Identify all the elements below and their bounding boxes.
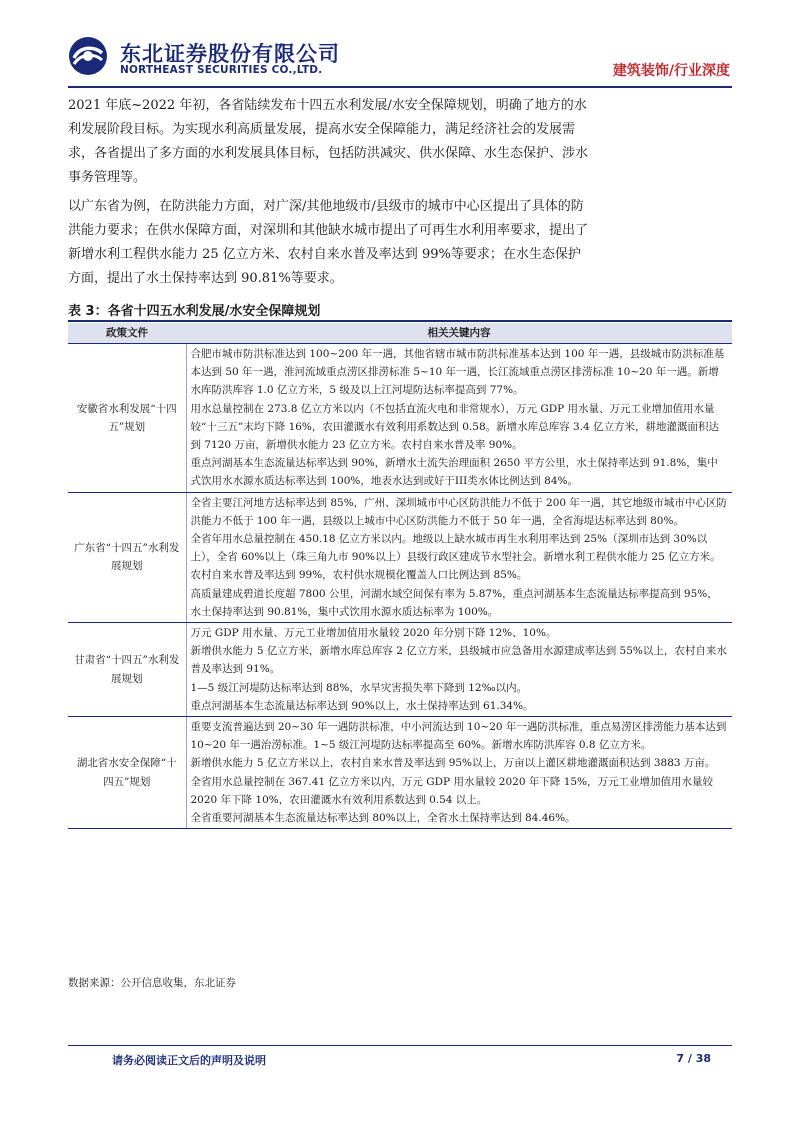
footer-divider bbox=[68, 1045, 732, 1046]
policy-name-gansu: 甘肃省“十四五”水利发展规划 bbox=[68, 623, 186, 717]
header-divider bbox=[68, 86, 732, 88]
table-title: 表 3：各省十四五水利发展/水安全保障规划 bbox=[68, 304, 321, 319]
column-header-policy: 政策文件 bbox=[68, 323, 186, 344]
content-line: 用水总量控制在 273.8 亿立方米以内（不包括直流火电和非常规水），万元 GDP 用水量、万元工业增加值用水量较“十三五”末均下降 16%，农田灌溉水有效利用系数达到 0.58。新增水库总库容 3.4 亿立方米，耕地灌溉面积达到 7120 万亩，新增供水能力 23 亿立方米。农村自来水普及率 90%。 bbox=[190, 402, 719, 452]
policy-content-hubei bbox=[186, 717, 732, 829]
table-row-anhui bbox=[68, 344, 732, 493]
table-title-divider bbox=[68, 320, 732, 322]
content-line: 全省重要河湖基本生态流量达标率达到 80%以上，全省水土保持率达到 84.46%。 bbox=[190, 812, 576, 825]
column-header-content: 相关关键内容 bbox=[186, 323, 732, 344]
company-name-en: NORTHEAST SECURITIES CO.,LTD. bbox=[120, 64, 323, 76]
policy-content-anhui bbox=[186, 344, 732, 493]
content-line: 重要支流普遍达到 20~30 年一遇防洪标准，中小河流达到 10~20 年一遇防洪标准，重点易涝区排涝能力基本达到 10~20 年一遇治涝标准。1~5 级江河堤防达标率提高至 60%。新增水库防洪库容 0.8 亿立方米。 bbox=[190, 721, 727, 752]
policy-name-hubei: 湖北省水安全保障“十四五”规划 bbox=[68, 717, 186, 829]
policy-content-guangdong bbox=[186, 492, 732, 622]
content-line: 万元 GDP 用水量、万元工业增加值用水量较 2020 年分别下降 12%、10%。 bbox=[190, 627, 557, 640]
content-line: 新增供水能力 5 亿立方米，新增水库总库容 2 亿立方米，县级城市应急备用水源建成率达到 55%以上，农村自来水普及率达到 91%。 bbox=[190, 645, 727, 676]
page-header bbox=[68, 36, 732, 88]
content-line: 1—5 级江河堤防达标率达到 88%，水旱灾害损失率下降到 12‰以内。 bbox=[190, 681, 528, 694]
policy-name-anhui: 安徽省水利发展“十四五”规划 bbox=[68, 344, 186, 493]
table-row-guangdong bbox=[68, 492, 732, 622]
content-line: 重点河湖基本生态流量达标率达到 90%，新增水土流失治理面积 2650 平方公里，水土保持率达到 91.8%，集中式饮用水水源水质达标率达到 100%，地表水达到或好于III类水体比例达到 84%。 bbox=[190, 457, 718, 488]
footer-disclaimer: 请务必阅读正文后的声明及说明 bbox=[112, 1054, 266, 1067]
company-name-cn: 东北证券股份有限公司 bbox=[120, 42, 340, 66]
table-header-row bbox=[68, 323, 732, 344]
content-line: 新增供水能力 5 亿立方米以上，农村自来水普及率达到 95%以上，万亩以上灌区耕地灌溉面积达到 3883 万亩。 bbox=[190, 757, 716, 770]
section-title: 建筑装饰/行业深度 bbox=[612, 63, 730, 79]
content-line: 合肥市城市防洪标准达到 100~200 年一遇，其他省辖市城市防洪标准基本达到 100 年一遇，县级城市防洪标准基本达到 50 年一遇，淮河流域重点涝区排涝标准 5~10 年一遇，长江流域重点涝区排涝标准 10~20 年一遇。新增水库防洪库容 1.0 亿立方米，5 级及以上江河堤防达标率提高到 77%。 bbox=[190, 348, 725, 397]
company-logo-icon bbox=[68, 36, 108, 76]
policy-content-gansu bbox=[186, 623, 732, 717]
page-number: 7 / 38 bbox=[676, 1052, 711, 1065]
content-line: 高质量建成碧道长度超 7800 公里，河湖水域空间保有率为 5.87%，重点河湖基本生态流量达标率提高到 95%，水土保持率达到 90.81%，集中式饮用水源水质达标率为 100%。 bbox=[190, 587, 718, 618]
content-line: 全省主要江河地方达标率达到 85%，广州、深圳城市中心区防洪能力不低于 200 年一遇，其它地级市城市中心区防洪能力不低于 100 年一遇，县级以上城市中心区防洪能力不低于 50 年一遇，全省海堤达标率达到 80%。 bbox=[190, 496, 727, 527]
content-line: 农村自来水普及率达到 99%，农村供水规模化覆盖人口比例达到 85%。 bbox=[190, 569, 528, 582]
content-line: 全省年用水总量控制在 450.18 亿立方米以内。地级以上缺水城市再生水利用率达到 25%（深圳市达到 30%以上），全省 60%以上（珠三角九市 90%以上）县级行政区建成节水型社会。新增水利工程供水能力 25 亿立方米。 bbox=[190, 533, 721, 564]
table-row-hubei bbox=[68, 717, 732, 829]
intro-paragraph: 2021 年底~2022 年初，各省陆续发布十四五水利发展/水安全保障规划，明确了地方的水利发展阶段目标。为实现水利高质量发展，提高水安全保障能力，满足经济社会的发展需求，各省提出了多方面的水利发展具体目标，包括防洪减灾、供水保障、水生态保护、涉水事务管理等。 bbox=[68, 98, 589, 185]
content-line: 全省用水总量控制在 367.41 亿立方米以内，万元 GDP 用水量较 2020 年下降 15%，万元工业增加值用水量较 2020 年下降 10%，农田灌溉水有效利用系数达到 0.54 以上。 bbox=[190, 775, 714, 806]
content-line: 重点河湖基本生态流量达标率达到 90%以上，水土保持率达到 61.34%。 bbox=[190, 699, 534, 712]
policy-table bbox=[68, 323, 732, 829]
data-source-note: 数据来源：公开信息收集，东北证券 bbox=[68, 977, 236, 989]
guangdong-paragraph: 以广东省为例，在防洪能力方面，对广深/其他地级市/县级市的城市中心区提出了具体的防洪能力要求；在供水保障方面，对深圳和其他缺水城市提出了可再生水利用率要求，提出了新增水利工程供水能力 25 亿立方米、农村自来水普及率达到 99%等要求；在水生态保护方面，提出了水土保持率达到 90.81%等要求。 bbox=[68, 199, 589, 286]
table-row-gansu bbox=[68, 623, 732, 717]
policy-name-guangdong: 广东省“十四五”水利发展规划 bbox=[68, 492, 186, 622]
